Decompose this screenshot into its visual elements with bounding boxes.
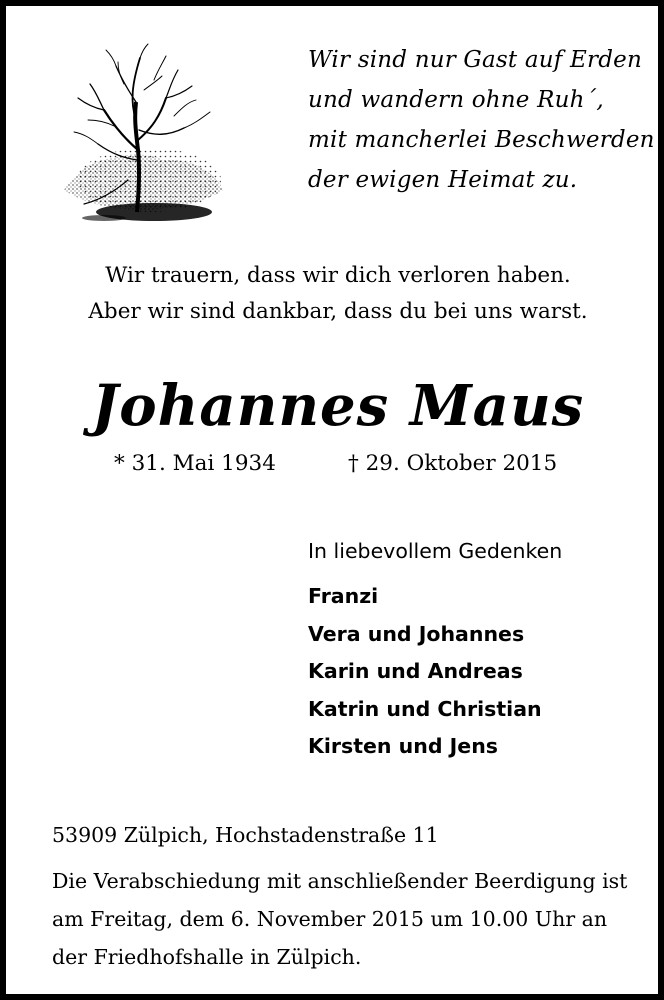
poem-line: Wir sind nur Gast auf Erden [308,47,642,73]
deceased-name: Johannes Maus [91,373,585,439]
poem-line: mit mancherlei Beschwerden [308,127,655,153]
birth-date: * 31. Mai 1934 [114,451,276,476]
poem-line: und wandern ohne Ruh´, [308,87,604,113]
address: 53909 Zülpich, Hochstadenstraße 11 [52,823,439,847]
mourning-line: Aber wir sind dankbar, dass du bei uns warst. [88,299,588,324]
remembrance-heading: In liebevollem Gedenken [308,539,563,563]
family-member: Kirsten und Jens [308,734,498,758]
ceremony-line: Die Verabschiedung mit anschließender Beerdigung ist [52,869,628,893]
family-member: Karin und Andreas [308,659,523,683]
ceremony-line: der Friedhofshalle in Zülpich. [52,945,362,969]
ceremony-info [52,862,642,976]
family-list [308,578,542,766]
mourning-line: Wir trauern, dass wir dich verloren haben. [105,263,571,288]
family-member: Katrin und Christian [308,696,542,721]
ceremony-line: am Freitag, dem 6. November 2015 um 10.00 Uhr an [52,907,608,931]
mourning-text [6,258,664,330]
family-member: Vera und Johannes [308,621,525,646]
death-date: † 29. Oktober 2015 [348,451,558,476]
poem-line: der ewigen Heimat zu. [308,167,578,193]
bare-tree-icon [44,40,234,230]
family-member: Franzi [308,584,379,608]
poem-verse [308,40,655,200]
